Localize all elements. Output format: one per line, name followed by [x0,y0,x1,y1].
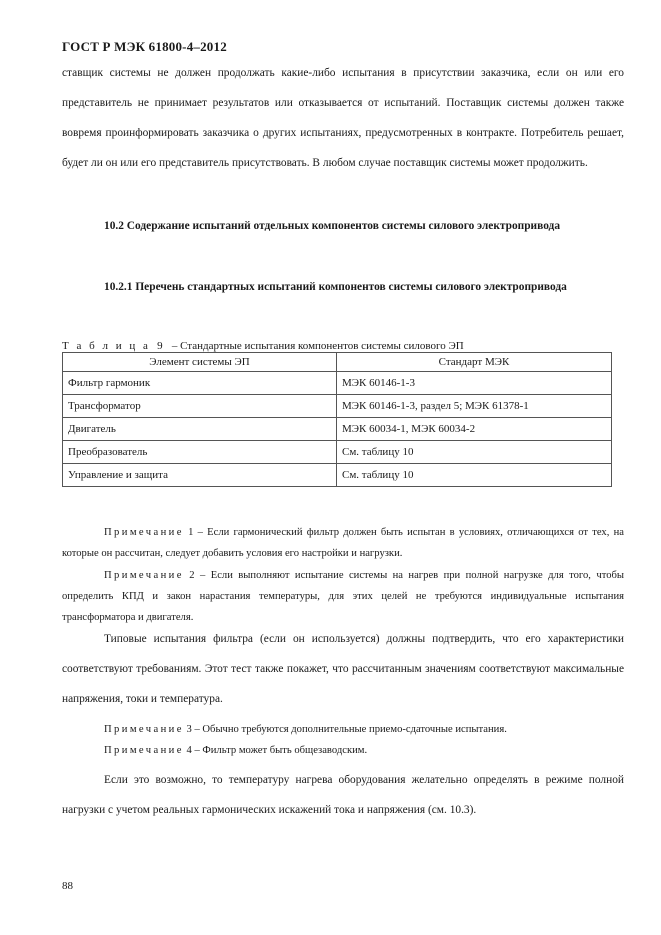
table-row [63,464,612,487]
section-10-2-1-heading: 10.2.1 Перечень стандартных испытаний компонентов системы силового электропривода [104,281,567,293]
note-number: 1 [188,527,194,538]
note-label: Примечание [104,527,184,538]
table-caption-label: Т а б л и ц а [62,340,151,352]
note-label: Примечание [104,745,184,756]
note-label: Примечание [104,570,184,581]
table-cell-standard: МЭК 60034-1, МЭК 60034-2 [337,418,612,441]
page-number: 88 [62,880,73,892]
table-cell-standard: См. таблицу 10 [337,441,612,464]
note-text: – Фильтр может быть общезаводским. [194,745,368,756]
standards-table [62,352,612,487]
table-cell-element: Управление и защита [63,464,337,487]
table-cell-standard: МЭК 60146-1-3 [337,372,612,395]
note-text: – Если выполняют испытание системы на нагрев при полной нагрузке для того, чтобы определить КПД и закон нарастания температуры, для этих целей не требуются индивидуальные испытания трансформатора и двигателя. [62,570,625,623]
note-number: 3 [186,724,192,735]
table-cell-element: Фильтр гармоник [63,372,337,395]
note-3 [62,719,624,740]
note-text: – Обычно требуются дополнительные приемо-сдаточные испытания. [194,724,507,735]
note-4 [62,740,624,761]
table-cell-element: Трансформатор [63,395,337,418]
intro-paragraph: ставщик системы не должен продолжать какие-либо испытания в присутствии заказчика, если он или его представитель не принимает результатов или отказывается от испытаний. Поставщик системы должен также вовремя проинформировать заказчика о других испытаниях, предусмотренных в контракте. Потребитель решает, будет ли он или его представитель присутствовать. В любом случае поставщик системы может продолжить. [62,67,624,169]
table-row [63,441,612,464]
table-header-cell: Стандарт МЭК [337,353,612,372]
note-text: – Если гармонический фильтр должен быть испытан в условиях, отличающихся от тех, на которые он рассчитан, следует добавить условия его настройки и нагрузки. [62,527,624,559]
filter-test-paragraph: Типовые испытания фильтра (если он используется) должны подтвердить, что его характеристики соответствуют требованиям. Этот тест также покажет, что рассчитанным значениям соответствуют максимальные напряжения, токи и температура. [62,633,624,705]
note-1 [62,522,624,564]
table-row [63,418,612,441]
note-number: 4 [186,745,192,756]
table-header-row [63,353,612,372]
table-cell-standard: МЭК 60146-1-3, раздел 5; МЭК 61378-1 [337,395,612,418]
table-header-cell: Элемент системы ЭП [63,353,337,372]
table-cell-element: Двигатель [63,418,337,441]
note-2 [62,565,624,628]
table-cell-standard: См. таблицу 10 [337,464,612,487]
section-10-2-heading: 10.2 Содержание испытаний отдельных компонентов системы силового электропривода [104,220,561,232]
table-row [63,372,612,395]
table-row [63,395,612,418]
document-header: ГОСТ Р МЭК 61800-4–2012 [62,39,227,54]
note-label: Примечание [104,724,184,735]
final-paragraph: Если это возможно, то температуру нагрева оборудования желательно определять в режиме полной нагрузки с учетом реальных гармонических искажений тока и напряжения (см. 10.3). [62,774,624,816]
table-caption-text: – Стандартные испытания компонентов системы силового ЭП [171,340,464,352]
table-cell-element: Преобразователь [63,441,337,464]
table-caption-number: 9 [157,340,166,352]
note-number: 2 [189,570,195,581]
